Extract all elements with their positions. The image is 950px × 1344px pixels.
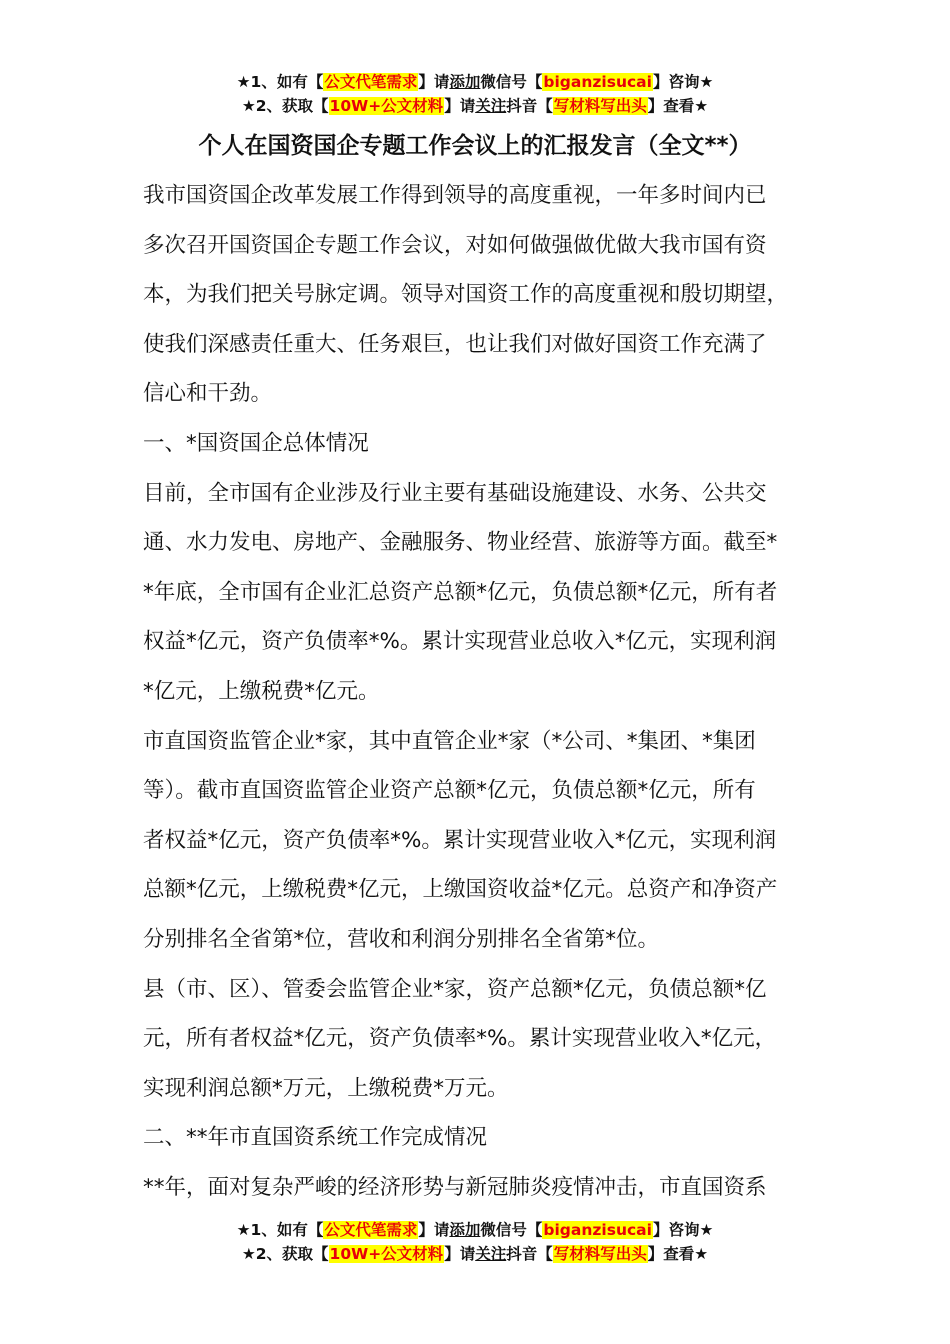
body-line: 等）。截市直国资监管企业资产总额*亿元，负债总额*亿元，所有 [143,778,756,804]
body-line: 本，为我们把关号脉定调。领导对国资工作的高度重视和殷切期望， [143,282,789,308]
banner-line-1: ★1、如有【公文代笔需求】请添加微信号【biganzisucai】咨询★ [236,1221,714,1239]
body-line: 者权益*亿元，资产负债率*%。累计实现营业收入*亿元，实现利润 [143,827,777,853]
body-line: 总额*亿元，上缴税费*亿元，上缴国资收益*亿元。总资产和净资产 [143,877,778,903]
body-line: **年，面对复杂严峻的经济形势与新冠肺炎疫情冲击，市直国资系 [143,1174,767,1200]
body-line: 县（市、区）、管委会监管企业*家，资产总额*亿元，负债总额*亿 [143,976,767,1002]
body-line: 信心和干劲。 [143,381,273,407]
banner-line-2: ★2、获取【10W+公文材料】请关注抖音【写材料写出头】查看★ [241,1245,709,1263]
body-line: *年底，全市国有企业汇总资产总额*亿元，负债总额*亿元，所有者 [143,579,778,605]
body-line: 目前，全市国有企业涉及行业主要有基础设施建设、水务、公共交 [143,480,767,506]
highlight-text: biganzisucai [543,1221,652,1239]
footer-banner [0,1218,950,1266]
body-line: 元，所有者权益*亿元，资产负债率*%。累计实现营业收入*亿元， [143,1026,777,1052]
section-heading: 一、*国资国企总体情况 [143,430,369,456]
header-banner [0,70,950,118]
body-line: 权益*亿元，资产负债率*%。累计实现营业总收入*亿元，实现利润 [143,629,777,655]
highlight-text: 10W+公文材料 [329,1245,444,1263]
body-line: 通、水力发电、房地产、金融服务、物业经营、旅游等方面。截至* [143,530,778,556]
body-line: 多次召开国资国企专题工作会议，对如何做强做优做大我市国有资 [143,232,767,258]
body-line: 我市国资国企改革发展工作得到领导的高度重视，一年多时间内已 [143,183,767,208]
highlight-text: 写材料写出头 [553,1245,647,1263]
highlight-text: 10W+公文材料 [329,97,444,115]
body-line: *亿元，上缴税费*亿元。 [143,678,380,704]
highlight-text: biganzisucai [543,73,652,91]
highlight-text: 公文代笔需求 [324,73,418,91]
body-line: 分别排名全省第*位，营收和利润分别排名全省第*位。 [143,926,660,952]
highlight-text: 公文代笔需求 [324,1221,418,1239]
body-line: 实现利润总额*万元，上缴税费*万元。 [143,1075,509,1101]
highlight-text: 写材料写出头 [553,97,647,115]
banner-line-1: ★1、如有【公文代笔需求】请添加微信号【biganzisucai】咨询★ [236,73,714,91]
document-title: 个人在国资国企专题工作会议上的汇报发言（全文**） [198,133,752,159]
body-line: 市直国资监管企业*家，其中直管企业*家（*公司、*集团、*集团 [143,728,756,754]
banner-line-2: ★2、获取【10W+公文材料】请关注抖音【写材料写出头】查看★ [241,97,709,115]
document-body [143,171,833,1212]
body-line: 使我们深感责任重大、任务艰巨，也让我们对做好国资工作充满了 [143,331,767,357]
section-heading: 二、**年市直国资系统工作完成情况 [143,1125,488,1151]
